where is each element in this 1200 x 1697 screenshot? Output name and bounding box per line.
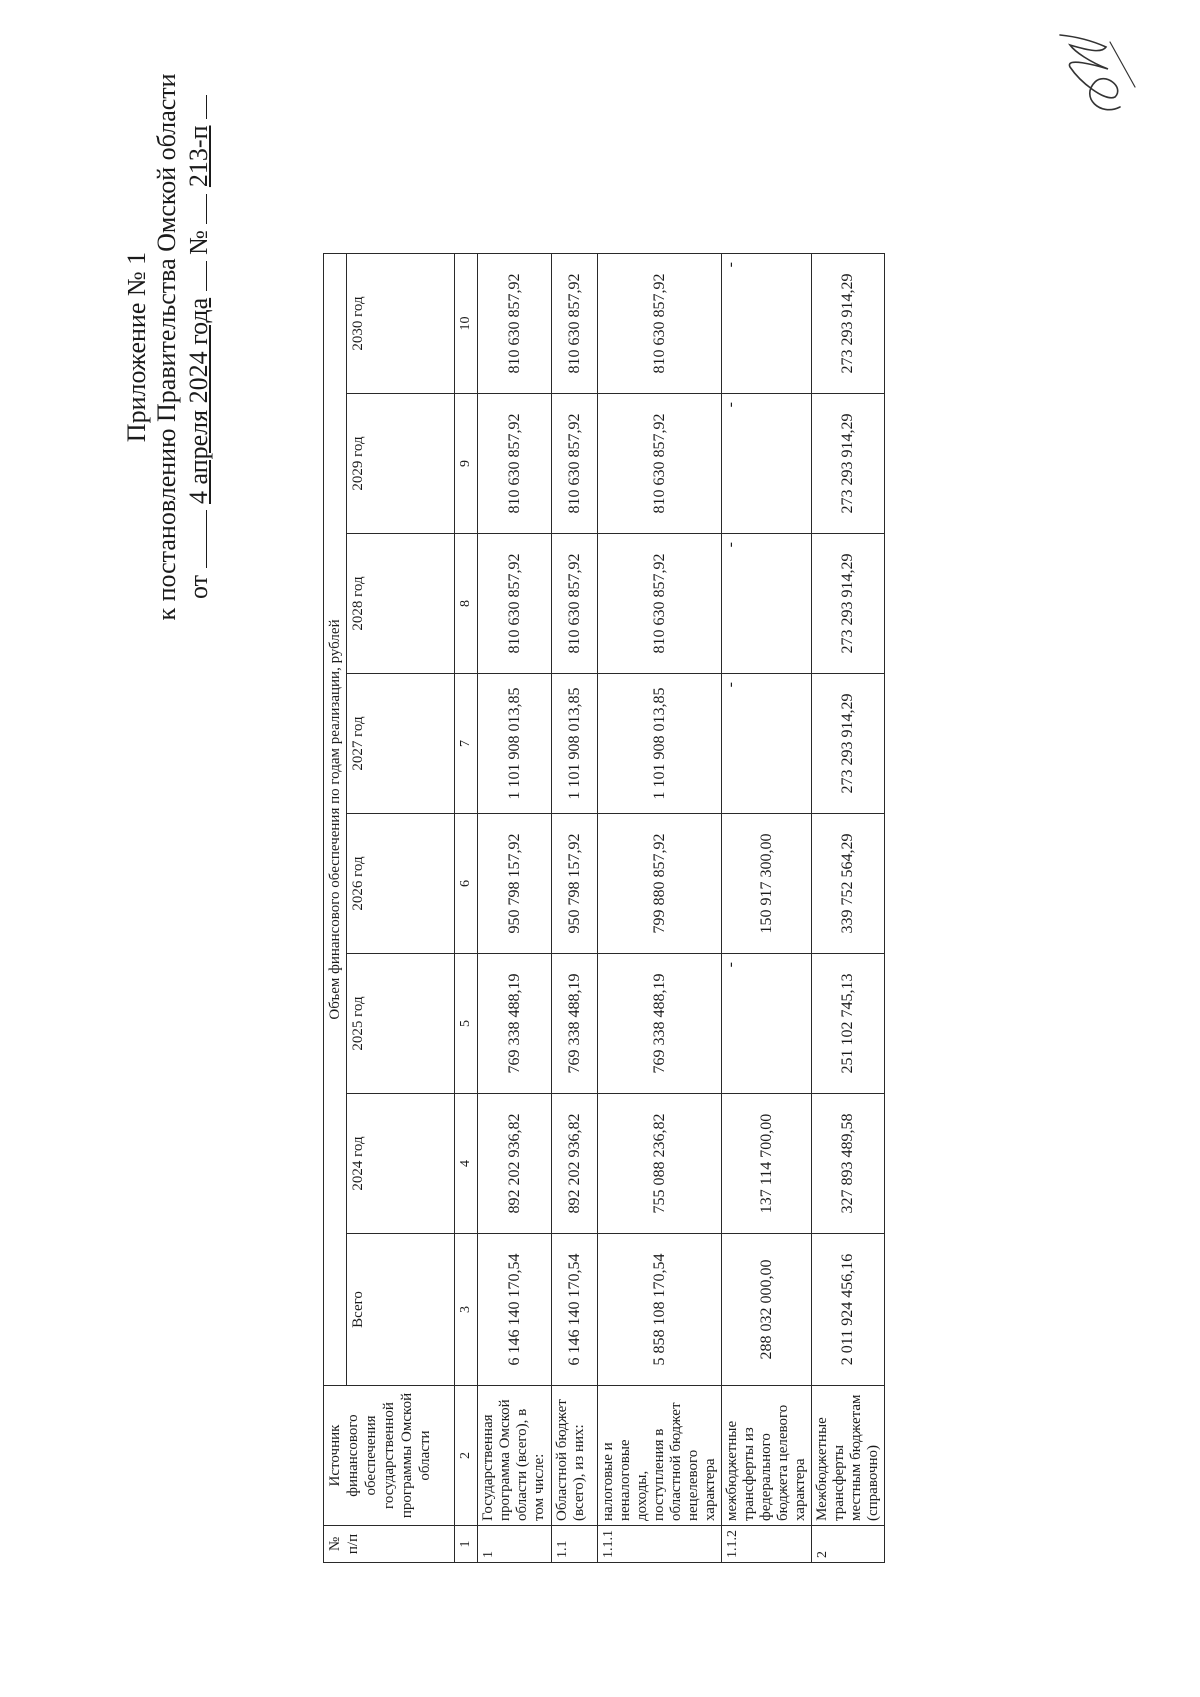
signature-mark (1040, 27, 1150, 127)
row-value: 251 102 745,13 (812, 954, 885, 1094)
column-number: 3 (455, 1234, 478, 1386)
column-number-row (455, 254, 478, 1563)
row-value: 810 630 857,92 (598, 534, 722, 674)
row-value: 1 101 908 013,85 (598, 674, 722, 814)
header-num: № п/п (324, 1526, 455, 1563)
row-value: 273 293 914,29 (812, 674, 885, 814)
column-number: 5 (455, 954, 478, 1094)
column-number: 9 (455, 394, 478, 534)
row-source: Государственная программа Омской области (всего), в том числе: (478, 1386, 552, 1526)
decree-date: 4 апреля 2024 года (184, 297, 213, 504)
header-total: Всего (347, 1234, 455, 1386)
row-source: налоговые и неналоговые доходы, поступления в областной бюджет нецелевого характера (598, 1386, 722, 1526)
table-row (478, 254, 552, 1563)
row-value: - (722, 394, 812, 534)
table-row (812, 254, 885, 1563)
row-total: 5 858 108 170,54 (598, 1234, 722, 1386)
row-value: - (722, 534, 812, 674)
row-number: 1.1.2 (722, 1526, 812, 1563)
row-value: 810 630 857,92 (478, 534, 552, 674)
row-number: 2 (812, 1526, 885, 1563)
row-value: 799 880 857,92 (598, 814, 722, 954)
column-number: 8 (455, 534, 478, 674)
row-total: 6 146 140 170,54 (478, 1234, 552, 1386)
row-number: 1 (478, 1526, 552, 1563)
header-year: 2029 год (347, 394, 455, 534)
table-row (552, 254, 598, 1563)
row-value: 273 293 914,29 (812, 254, 885, 394)
row-total: 288 032 000,00 (722, 1234, 812, 1386)
number-label: № (184, 230, 213, 255)
row-value: 892 202 936,82 (478, 1094, 552, 1234)
blank-line (184, 261, 207, 291)
row-total: 6 146 140 170,54 (552, 1234, 598, 1386)
column-number: 10 (455, 254, 478, 394)
blank-line (184, 95, 207, 119)
row-value: 950 798 157,92 (552, 814, 598, 954)
row-value: 769 338 488,19 (478, 954, 552, 1094)
row-value: 810 630 857,92 (552, 254, 598, 394)
row-total: 2 011 924 456,16 (812, 1234, 885, 1386)
row-value: 150 917 300,00 (722, 814, 812, 954)
row-value: 810 630 857,92 (598, 394, 722, 534)
row-number: 1.1 (552, 1526, 598, 1563)
row-value: 810 630 857,92 (478, 394, 552, 534)
column-number: 7 (455, 674, 478, 814)
header-year: 2028 год (347, 534, 455, 674)
appendix-title: Приложение № 1 (122, 251, 151, 443)
row-value: 769 338 488,19 (552, 954, 598, 1094)
row-value: 810 630 857,92 (552, 394, 598, 534)
table-row (722, 254, 812, 1563)
row-source: Межбюджетные трансферты местным бюджетам (справочно) (812, 1386, 885, 1526)
header-year: 2024 год (347, 1094, 455, 1234)
header-subrow (347, 254, 455, 1563)
from-label: от (184, 575, 213, 600)
column-number: 1 (455, 1526, 478, 1563)
column-number: 6 (455, 814, 478, 954)
row-value: 950 798 157,92 (478, 814, 552, 954)
blank-line (184, 511, 207, 569)
header-year: 2025 год (347, 954, 455, 1094)
row-number: 1.1.1 (598, 1526, 722, 1563)
table-row (598, 254, 722, 1563)
appendix-header (122, 57, 214, 637)
row-value: 892 202 936,82 (552, 1094, 598, 1234)
appendix-reference: к постановлению Правительства Омской области (152, 73, 181, 621)
header-year: 2027 год (347, 674, 455, 814)
row-value: 137 114 700,00 (722, 1094, 812, 1234)
row-value: 769 338 488,19 (598, 954, 722, 1094)
appendix-date-line (184, 57, 214, 637)
header-year: 2026 год (347, 814, 455, 954)
decree-number: 213-п (184, 125, 213, 188)
column-number: 2 (455, 1386, 478, 1526)
row-value: - (722, 954, 812, 1094)
blank-line (184, 194, 207, 224)
financing-table (323, 253, 885, 1563)
row-source: Областной бюджет (всего), из них: (552, 1386, 598, 1526)
row-value: 810 630 857,92 (598, 254, 722, 394)
header-volume: Объем финансового обеспечения по годам реализации, рублей (324, 254, 347, 1386)
row-value: 273 293 914,29 (812, 394, 885, 534)
row-value: 1 101 908 013,85 (478, 674, 552, 814)
row-source: межбюджетные трансферты из федерального бюджета целевого характера (722, 1386, 812, 1526)
row-value: 339 752 564,29 (812, 814, 885, 954)
row-value: - (722, 674, 812, 814)
row-value: 810 630 857,92 (552, 534, 598, 674)
column-number: 4 (455, 1094, 478, 1234)
row-value: 1 101 908 013,85 (552, 674, 598, 814)
header-row (324, 254, 347, 1563)
header-source: Источник финансового обеспечения государственной программы Омской области (324, 1386, 455, 1526)
header-year: 2030 год (347, 254, 455, 394)
row-value: 327 893 489,58 (812, 1094, 885, 1234)
row-value: 755 088 236,82 (598, 1094, 722, 1234)
row-value: - (722, 254, 812, 394)
row-value: 810 630 857,92 (478, 254, 552, 394)
row-value: 273 293 914,29 (812, 534, 885, 674)
